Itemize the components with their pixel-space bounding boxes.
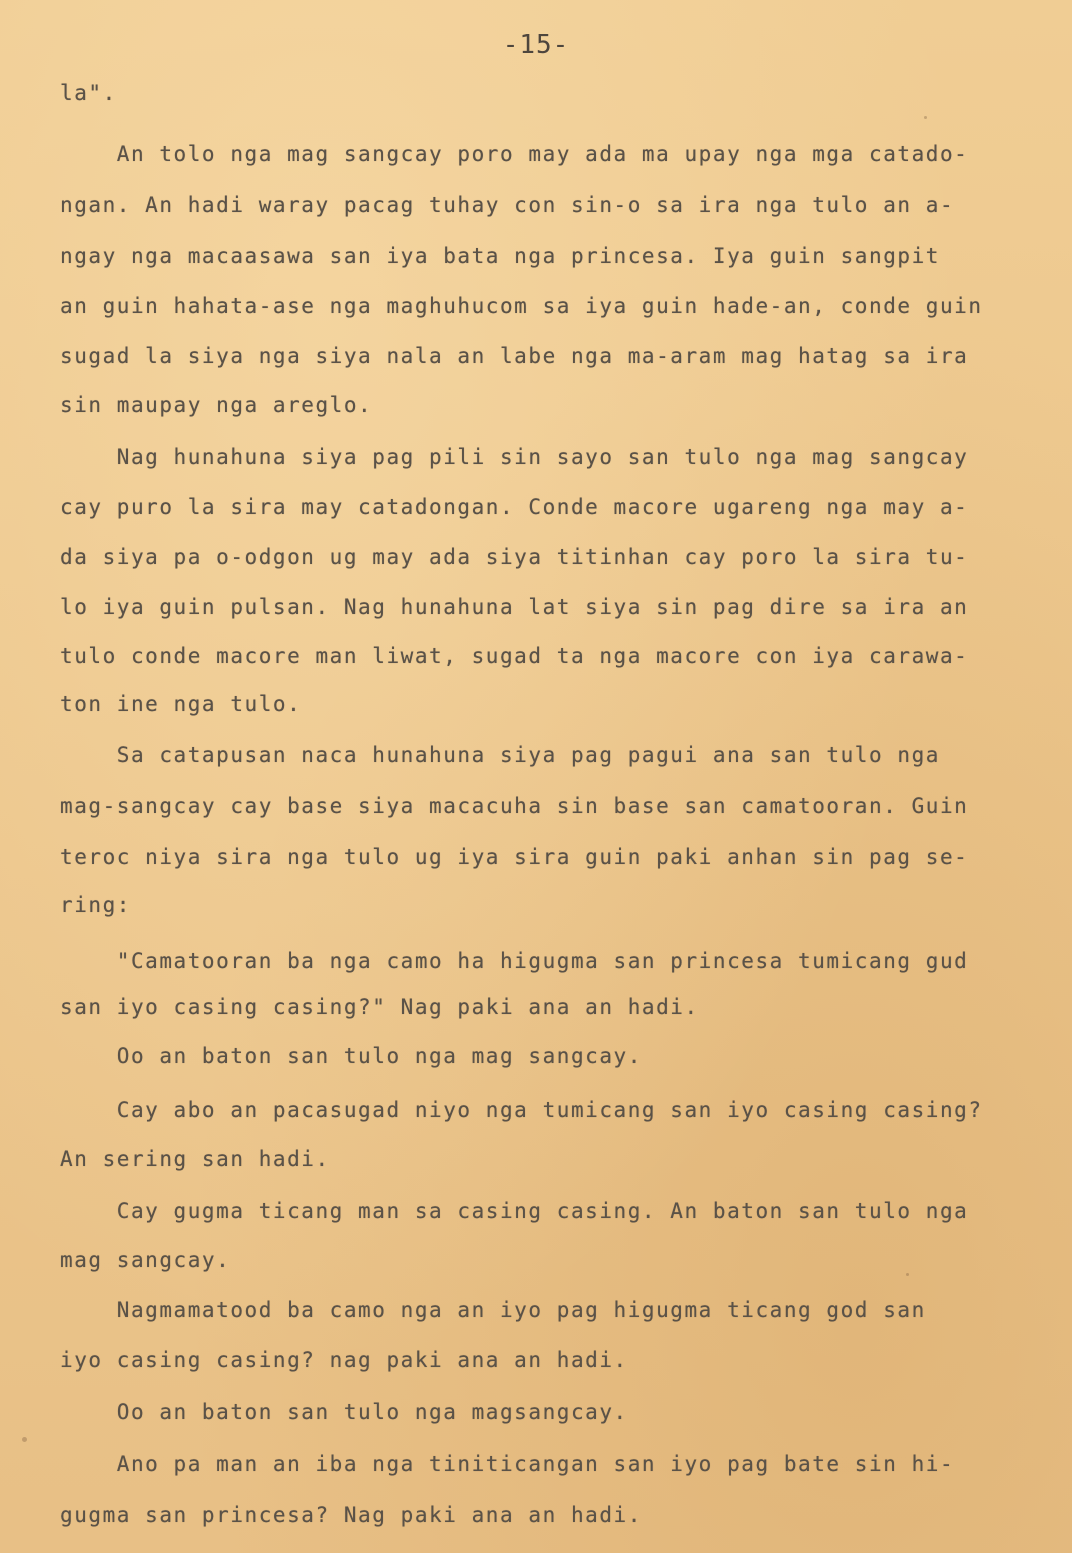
text-line: ring: [60,893,131,917]
text-line: teroc niya sira nga tulo ug iya sira guin paki anhan sin pag se- [60,845,969,869]
text-line: Ano pa man an iba nga tiniticangan san iyo pag bate sin hi- [60,1452,955,1476]
text-line: iyo casing casing? nag paki ana an hadi. [60,1348,628,1372]
text-line: "Camatooran ba nga camo ha higugma san princesa tumicang gud [60,949,969,973]
text-line: ngan. An hadi waray pacag tuhay con sin-o sa ira nga tulo an a- [60,193,955,217]
text-line: Cay abo an pacasugad niyo nga tumicang san iyo casing casing? [60,1098,983,1122]
text-line: la". [60,81,117,105]
text-line: An tolo nga mag sangcay poro may ada ma upay nga mga catado- [60,142,969,166]
text-line: Nagmamatood ba camo nga an iyo pag higugma ticang god san [60,1298,926,1322]
text-line: Oo an baton san tulo nga mag sangcay. [60,1044,642,1068]
text-line: mag sangcay. [60,1248,231,1272]
text-line: da siya pa o-odgon ug may ada siya titinhan cay poro la sira tu- [60,545,969,569]
text-line: Cay gugma ticang man sa casing casing. An baton san tulo nga [60,1199,969,1223]
page-number: -15- [502,30,570,60]
text-line: mag-sangcay cay base siya macacuha sin base san camatooran. Guin [60,794,969,818]
text-line: cay puro la sira may catadongan. Conde macore ugareng nga may a- [60,495,969,519]
text-line: ton ine nga tulo. [60,692,302,716]
text-line: sin maupay nga areglo. [60,393,373,417]
paper-spot [906,1273,909,1276]
text-line: lo iya guin pulsan. Nag hunahuna lat siya sin pag dire sa ira an [60,595,969,619]
text-line: An sering san hadi. [60,1147,330,1171]
text-line: an guin hahata-ase nga maghuhucom sa iya guin hade-an, conde guin [60,294,983,318]
text-line: sugad la siya nga siya nala an labe nga ma-aram mag hatag sa ira [60,344,969,368]
text-line: Sa catapusan naca hunahuna siya pag pagui ana san tulo nga [60,743,940,767]
text-line: san iyo casing casing?" Nag paki ana an hadi. [60,995,699,1019]
text-line: Oo an baton san tulo nga magsangcay. [60,1400,628,1424]
text-line: tulo conde macore man liwat, sugad ta nga macore con iya carawa- [60,644,969,668]
text-line: Nag hunahuna siya pag pili sin sayo san tulo nga mag sangcay [60,445,969,469]
paper-spot [924,116,927,119]
text-line: gugma san princesa? Nag paki ana an hadi. [60,1503,642,1527]
text-line: ngay nga macaasawa san iya bata nga princesa. Iya guin sangpit [60,244,940,268]
paper-spot [22,1437,27,1442]
